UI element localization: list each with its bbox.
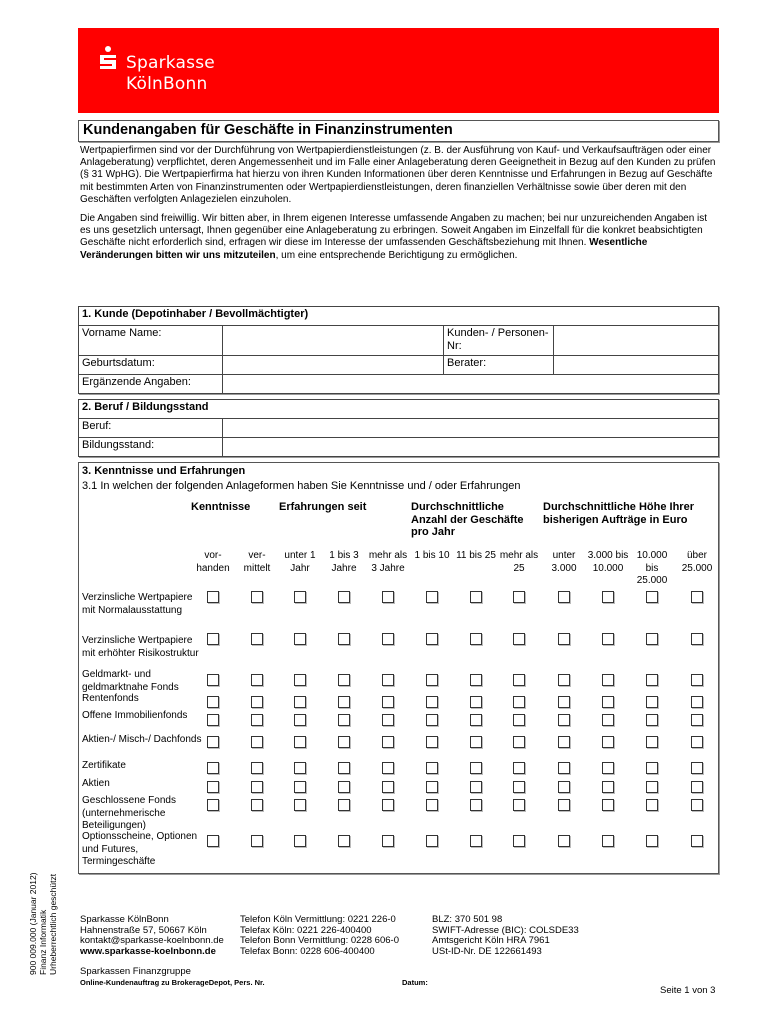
intro-paragraph-1: Wertpapierfirmen sind vor der Durchführung von Wertpapierdienstleistungen (z. B. der Ausführung von Kauf- und Verkaufsaufträgen oder einer Anlageberatung) verpflichtet, deren Angemessenheit und im Falle einer Anlageberatung deren Geeignetheit in Bezug auf den Kunden zu prüfen (§ 31 WpHG). Die Wertpapierfirma hat hierzu von ihren Kunden Informationen über deren Kenntnisse und Erfahrungen in Bezug auf Geschäfte mit bestimmten Arten von Finanzinstrumenten oder Wertpapierdienstleistungen, deren finanziellen Verhältnisse sowie über deren mit den Geschäften verfolgten Anlagezielen einzuholen. bbox=[80, 145, 716, 205]
checkbox[interactable] bbox=[382, 714, 394, 726]
checkbox[interactable] bbox=[691, 799, 703, 811]
checkbox[interactable] bbox=[646, 714, 658, 726]
checkbox[interactable] bbox=[338, 799, 350, 811]
checkbox[interactable] bbox=[382, 674, 394, 686]
checkbox[interactable] bbox=[513, 714, 525, 726]
checkbox[interactable] bbox=[513, 591, 525, 603]
checkbox[interactable] bbox=[470, 835, 482, 847]
name-input[interactable] bbox=[226, 327, 440, 339]
name-field[interactable] bbox=[223, 326, 444, 356]
checkbox[interactable] bbox=[338, 762, 350, 774]
job-input[interactable] bbox=[226, 420, 715, 432]
form-number: 900 009.000 (Januar 2012) bbox=[28, 872, 38, 975]
footer-court: Amtsgericht Köln HRA 7961 bbox=[432, 935, 550, 946]
checkbox[interactable] bbox=[513, 762, 525, 774]
checkbox[interactable] bbox=[558, 799, 570, 811]
column-header: über 25.000 bbox=[681, 550, 713, 574]
checkbox[interactable] bbox=[338, 781, 350, 793]
intro-paragraph-2-bold: Wesentliche Veränderungen bitten wir uns mitzuteilen bbox=[80, 237, 648, 261]
customer-nr-input[interactable] bbox=[557, 327, 715, 339]
checkbox[interactable] bbox=[646, 591, 658, 603]
name-label: Vorname Name: bbox=[79, 326, 223, 356]
checkbox[interactable] bbox=[207, 633, 219, 645]
additional-field[interactable] bbox=[223, 375, 719, 394]
row-label: Verzinsliche Wertpapiere mit erhöhter Risikostruktur bbox=[82, 635, 199, 659]
checkbox[interactable] bbox=[558, 835, 570, 847]
checkbox[interactable] bbox=[470, 714, 482, 726]
checkbox[interactable] bbox=[251, 762, 263, 774]
checkbox[interactable] bbox=[207, 835, 219, 847]
checkbox[interactable] bbox=[470, 633, 482, 645]
footer-phone-koeln: Telefon Köln Vermittlung: 0221 226-0 bbox=[240, 914, 396, 925]
page-number: Seite 1 von 3 bbox=[660, 985, 716, 996]
checkbox[interactable] bbox=[294, 781, 306, 793]
checkbox[interactable] bbox=[602, 591, 614, 603]
checkbox[interactable] bbox=[646, 762, 658, 774]
section-knowledge bbox=[78, 462, 719, 874]
column-header: unter 1 Jahr bbox=[284, 550, 316, 574]
checkbox[interactable] bbox=[426, 714, 438, 726]
checkbox[interactable] bbox=[251, 835, 263, 847]
checkbox[interactable] bbox=[602, 799, 614, 811]
advisor-field[interactable] bbox=[554, 356, 719, 375]
checkbox[interactable] bbox=[294, 835, 306, 847]
sparkasse-logo-icon bbox=[98, 45, 118, 73]
checkbox[interactable] bbox=[338, 633, 350, 645]
footer-address bbox=[80, 915, 224, 957]
row-label: Aktien-/ Misch-/ Dachfonds bbox=[82, 734, 202, 745]
birthdate-field[interactable] bbox=[223, 356, 444, 375]
checkbox[interactable] bbox=[207, 781, 219, 793]
intro-paragraph-2-tail: , um eine entsprechende Berichtigung zu ermöglichen. bbox=[275, 249, 518, 261]
checkbox[interactable] bbox=[251, 674, 263, 686]
section-knowledge-question: 3.1 In welchen der folgenden Anlageformen haben Sie Kenntnisse und / oder Erfahrungen bbox=[82, 480, 521, 492]
section-knowledge-title: 3. Kenntnisse und Erfahrungen bbox=[82, 465, 246, 477]
checkbox[interactable] bbox=[691, 762, 703, 774]
group-header-experience: Erfahrungen seit bbox=[279, 501, 367, 513]
checkbox[interactable] bbox=[207, 714, 219, 726]
footer-bank-name: Sparkasse KölnBonn bbox=[80, 914, 169, 925]
birthdate-input[interactable] bbox=[226, 357, 440, 369]
checkbox[interactable] bbox=[646, 736, 658, 748]
checkbox[interactable] bbox=[338, 835, 350, 847]
brand-name-line2: KölnBonn bbox=[126, 74, 208, 94]
checkbox[interactable] bbox=[382, 591, 394, 603]
footer-date-label: Datum: bbox=[402, 978, 428, 987]
checkbox[interactable] bbox=[691, 633, 703, 645]
customer-nr-label: Kunden- / Personen-Nr: bbox=[444, 326, 554, 356]
checkbox[interactable] bbox=[338, 736, 350, 748]
row-label: Optionsscheine, Optionen und Futures, Termingeschäfte bbox=[82, 831, 198, 867]
checkbox[interactable] bbox=[426, 674, 438, 686]
checkbox[interactable] bbox=[602, 762, 614, 774]
job-field[interactable] bbox=[223, 419, 719, 438]
checkbox[interactable] bbox=[513, 736, 525, 748]
checkbox[interactable] bbox=[426, 762, 438, 774]
checkbox[interactable] bbox=[470, 696, 482, 708]
checkbox[interactable] bbox=[382, 835, 394, 847]
footer-bank-details bbox=[432, 915, 579, 957]
checkbox[interactable] bbox=[426, 591, 438, 603]
checkbox[interactable] bbox=[646, 633, 658, 645]
footer-swift: SWIFT-Adresse (BIC): COLSDE33 bbox=[432, 924, 579, 936]
checkbox[interactable] bbox=[602, 674, 614, 686]
brand-name bbox=[126, 53, 215, 95]
customer-nr-field[interactable] bbox=[554, 326, 719, 356]
column-header: 11 bis 25 bbox=[456, 550, 496, 561]
checkbox[interactable] bbox=[251, 736, 263, 748]
footer-blz: BLZ: 370 501 98 bbox=[432, 914, 503, 925]
checkbox[interactable] bbox=[207, 736, 219, 748]
checkbox[interactable] bbox=[251, 781, 263, 793]
section-profession bbox=[78, 399, 719, 457]
footer-fax-bonn: Telefax Bonn: 0228 606-400400 bbox=[240, 945, 375, 957]
checkbox[interactable] bbox=[251, 696, 263, 708]
checkbox[interactable] bbox=[646, 781, 658, 793]
copyright-note: Urheberrechtlich geschützt bbox=[48, 873, 58, 975]
checkbox[interactable] bbox=[294, 633, 306, 645]
footer-phone bbox=[240, 915, 399, 957]
checkbox[interactable] bbox=[558, 762, 570, 774]
advisor-input[interactable] bbox=[557, 357, 715, 369]
footer-email-link[interactable]: kontakt@sparkasse-koelnbonn.de bbox=[80, 935, 224, 946]
checkbox[interactable] bbox=[691, 736, 703, 748]
checkbox[interactable] bbox=[426, 835, 438, 847]
row-label: Verzinsliche Wertpapiere mit Normalausstattung bbox=[82, 592, 193, 616]
checkbox[interactable] bbox=[294, 591, 306, 603]
footer-fax-koeln: Telefax Köln: 0221 226-400400 bbox=[240, 924, 372, 936]
checkbox[interactable] bbox=[382, 762, 394, 774]
form-publisher: Finanz Informatik bbox=[38, 909, 48, 975]
checkbox[interactable] bbox=[691, 591, 703, 603]
checkbox[interactable] bbox=[513, 633, 525, 645]
checkbox[interactable] bbox=[513, 799, 525, 811]
checkbox[interactable] bbox=[338, 696, 350, 708]
form-title-box bbox=[78, 120, 719, 142]
checkbox[interactable] bbox=[646, 696, 658, 708]
footer-vat: USt-ID-Nr. DE 122661493 bbox=[432, 945, 542, 957]
checkbox[interactable] bbox=[558, 781, 570, 793]
column-header: 1 bis 3 Jahre bbox=[329, 550, 359, 574]
checkbox[interactable] bbox=[294, 714, 306, 726]
checkbox[interactable] bbox=[207, 674, 219, 686]
checkbox[interactable] bbox=[382, 633, 394, 645]
checkbox[interactable] bbox=[338, 591, 350, 603]
checkbox[interactable] bbox=[426, 696, 438, 708]
checkbox[interactable] bbox=[251, 714, 263, 726]
checkbox[interactable] bbox=[513, 674, 525, 686]
checkbox[interactable] bbox=[602, 696, 614, 708]
group-header-order-size: Durchschnittliche Höhe Ihrer bisherigen Aufträge in Euro bbox=[543, 501, 694, 526]
checkbox[interactable] bbox=[602, 781, 614, 793]
checkbox[interactable] bbox=[470, 674, 482, 686]
education-label: Bildungsstand: bbox=[79, 438, 223, 457]
job-label: Beruf: bbox=[79, 419, 223, 438]
checkbox[interactable] bbox=[251, 799, 263, 811]
checkbox[interactable] bbox=[338, 674, 350, 686]
checkbox[interactable] bbox=[294, 799, 306, 811]
form-title: Kundenangaben für Geschäfte in Finanzinstrumenten bbox=[83, 122, 453, 138]
row-label: Zertifikate bbox=[82, 760, 126, 771]
checkbox[interactable] bbox=[513, 835, 525, 847]
checkbox[interactable] bbox=[691, 835, 703, 847]
row-label: Geldmarkt- und geldmarktnahe Fonds bbox=[82, 669, 179, 693]
section-customer-title: 1. Kunde (Depotinhaber / Bevollmächtigter) bbox=[79, 307, 719, 326]
footer-online-order: Online-Kundenauftrag zu BrokerageDepot, Pers. Nr. bbox=[80, 978, 265, 987]
additional-label: Ergänzende Angaben: bbox=[79, 375, 223, 394]
checkbox[interactable] bbox=[251, 633, 263, 645]
birthdate-label: Geburtsdatum: bbox=[79, 356, 223, 375]
checkbox[interactable] bbox=[382, 781, 394, 793]
checkbox[interactable] bbox=[691, 781, 703, 793]
education-field[interactable] bbox=[223, 438, 719, 457]
checkbox[interactable] bbox=[691, 674, 703, 686]
checkbox[interactable] bbox=[294, 696, 306, 708]
row-label: Offene Immobilienfonds bbox=[82, 710, 188, 721]
checkbox[interactable] bbox=[382, 799, 394, 811]
checkbox[interactable] bbox=[382, 736, 394, 748]
column-header: 1 bis 10 bbox=[414, 550, 450, 561]
checkbox[interactable] bbox=[382, 696, 394, 708]
row-label: Geschlossene Fonds (unternehmerische Beteiligungen) bbox=[82, 795, 176, 831]
checkbox[interactable] bbox=[426, 799, 438, 811]
column-header: mehr als 3 Jahre bbox=[368, 550, 408, 574]
checkbox[interactable] bbox=[602, 835, 614, 847]
checkbox[interactable] bbox=[558, 696, 570, 708]
checkbox[interactable] bbox=[207, 591, 219, 603]
checkbox[interactable] bbox=[602, 714, 614, 726]
checkbox[interactable] bbox=[470, 736, 482, 748]
footer-phone-bonn: Telefon Bonn Vermittlung: 0228 606-0 bbox=[240, 935, 399, 946]
checkbox[interactable] bbox=[691, 714, 703, 726]
column-header: 10.000 bis 25.000 bbox=[636, 550, 668, 586]
column-header: ver- mittelt bbox=[243, 550, 271, 574]
checkbox[interactable] bbox=[294, 762, 306, 774]
checkbox[interactable] bbox=[426, 736, 438, 748]
checkbox[interactable] bbox=[513, 696, 525, 708]
education-input[interactable] bbox=[226, 439, 715, 451]
checkbox[interactable] bbox=[470, 591, 482, 603]
checkbox[interactable] bbox=[251, 591, 263, 603]
checkbox[interactable] bbox=[470, 799, 482, 811]
group-header-knowledge: Kenntnisse bbox=[191, 501, 251, 513]
checkbox[interactable] bbox=[338, 714, 350, 726]
intro-paragraph-2-text: Die Angaben sind freiwillig. Wir bitten aber, in Ihrem eigenen Interesse umfassende Angaben zu machen; bei nur unzureichenden Angaben ist es uns gesetzlich untersagt, Ihnen gegenüber eine Anlageberatung zu erbringen. Soweit Angaben im Einzelfall für die konkret beabsichtigten Geschäfte nicht erforderlich sind, erfragen wir diese im Interesse der umfassenden Geschäftsbeziehung mit Ihnen. bbox=[80, 213, 708, 249]
additional-input[interactable] bbox=[226, 376, 715, 388]
section-profession-title: 2. Beruf / Bildungsstand bbox=[79, 400, 719, 419]
checkbox[interactable] bbox=[426, 633, 438, 645]
form-reference-note bbox=[28, 872, 58, 975]
checkbox[interactable] bbox=[558, 714, 570, 726]
checkbox[interactable] bbox=[426, 781, 438, 793]
footer-group: Sparkassen Finanzgruppe bbox=[80, 966, 191, 977]
checkbox[interactable] bbox=[558, 633, 570, 645]
intro-paragraph-2 bbox=[80, 213, 720, 262]
column-header: vor- handen bbox=[196, 550, 230, 574]
checkbox[interactable] bbox=[646, 674, 658, 686]
checkbox[interactable] bbox=[558, 591, 570, 603]
column-header: 3.000 bis 10.000 bbox=[587, 550, 629, 574]
checkbox[interactable] bbox=[207, 762, 219, 774]
advisor-label: Berater: bbox=[444, 356, 554, 375]
checkbox[interactable] bbox=[646, 799, 658, 811]
checkbox[interactable] bbox=[470, 781, 482, 793]
footer-street: Hahnenstraße 57, 50667 Köln bbox=[80, 924, 207, 936]
footer-website-link[interactable] bbox=[80, 947, 224, 958]
section-customer bbox=[78, 306, 719, 394]
checkbox[interactable] bbox=[470, 762, 482, 774]
row-label: Aktien bbox=[82, 778, 110, 789]
checkbox[interactable] bbox=[691, 696, 703, 708]
group-header-transactions: Durchschnittliche Anzahl der Geschäfte pro Jahr bbox=[411, 501, 524, 538]
brand-name-line1: Sparkasse bbox=[126, 53, 215, 73]
checkbox[interactable] bbox=[513, 781, 525, 793]
checkbox[interactable] bbox=[207, 696, 219, 708]
checkbox[interactable] bbox=[294, 674, 306, 686]
checkbox[interactable] bbox=[558, 674, 570, 686]
checkbox[interactable] bbox=[646, 835, 658, 847]
checkbox[interactable] bbox=[602, 736, 614, 748]
checkbox[interactable] bbox=[602, 633, 614, 645]
footer-website-text[interactable]: www.sparkasse-koelnbonn.de bbox=[80, 945, 216, 957]
column-header: unter 3.000 bbox=[551, 550, 577, 574]
column-header: mehr als 25 bbox=[499, 550, 539, 574]
checkbox[interactable] bbox=[558, 736, 570, 748]
checkbox[interactable] bbox=[294, 736, 306, 748]
row-label: Rentenfonds bbox=[82, 693, 139, 704]
checkbox[interactable] bbox=[207, 799, 219, 811]
